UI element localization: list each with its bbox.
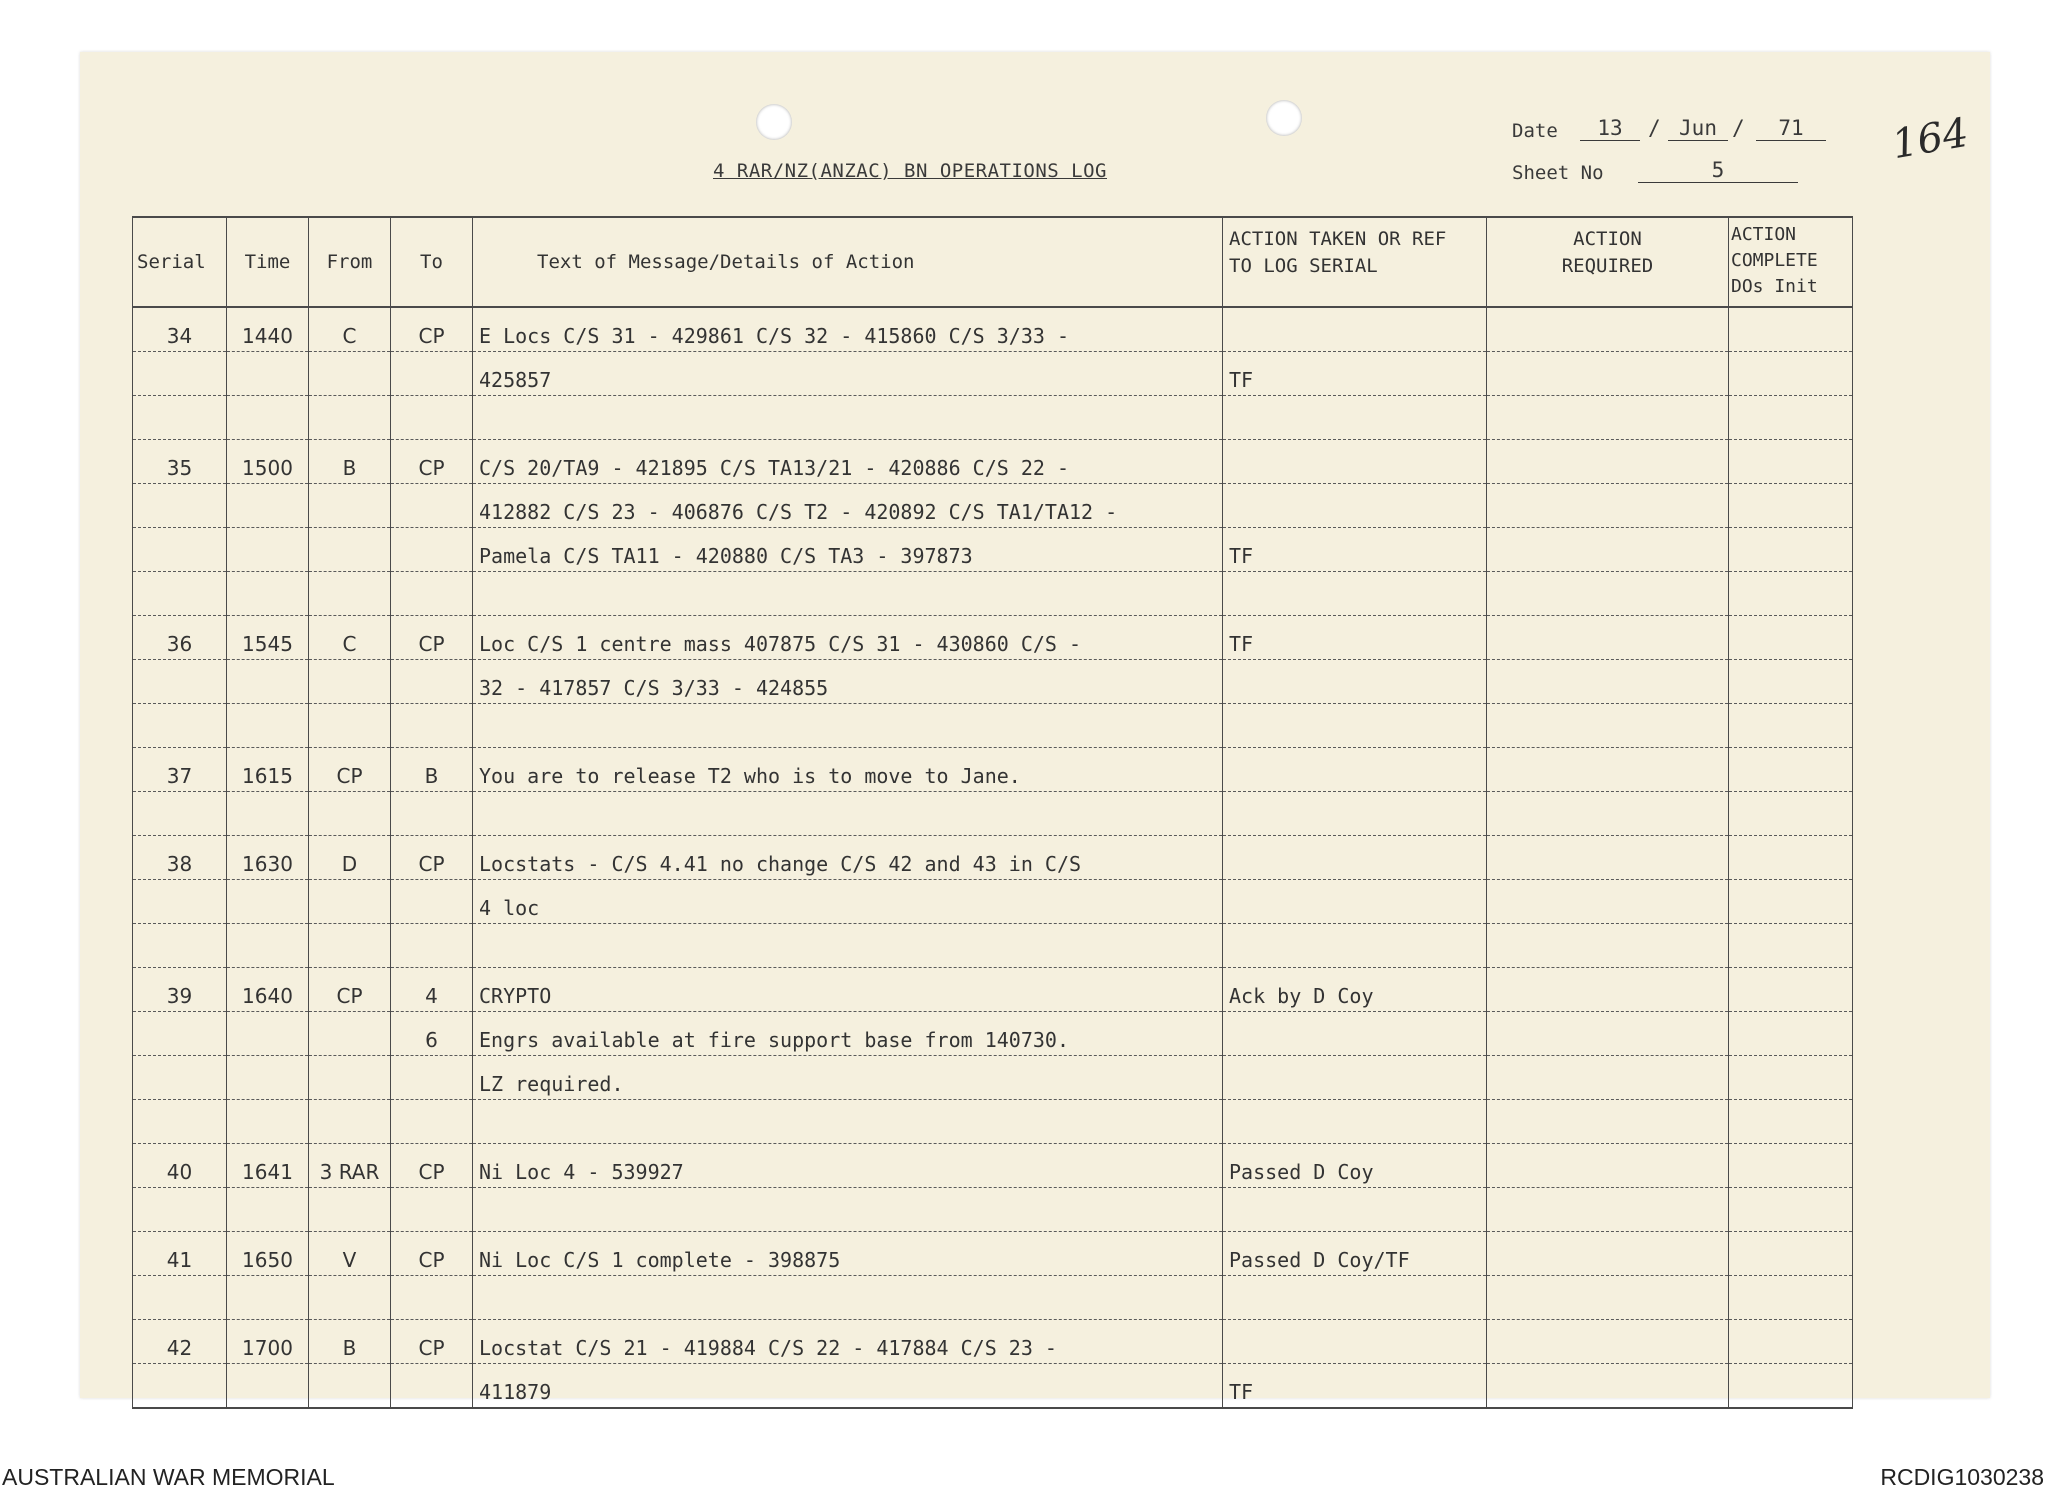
- cell-from: [309, 1276, 391, 1320]
- cell-to: B: [391, 748, 473, 792]
- cell-to: [391, 1100, 473, 1144]
- cell-message-text: E Locs C/S 31 - 429861 C/S 32 - 415860 C/S 3/33 -: [473, 307, 1223, 352]
- cell-action-complete: [1729, 528, 1853, 572]
- table-row: [133, 924, 1853, 968]
- cell-serial: [133, 1012, 227, 1056]
- cell-action-complete: [1729, 484, 1853, 528]
- cell-action-required: [1487, 1320, 1729, 1364]
- column-header-serial: Serial: [133, 217, 227, 307]
- cell-time: [227, 1276, 309, 1320]
- table-row: [133, 1144, 1853, 1188]
- cell-from: [309, 528, 391, 572]
- cell-action-required: [1487, 572, 1729, 616]
- cell-from: B: [309, 440, 391, 484]
- cell-action-required: [1487, 880, 1729, 924]
- cell-to: [391, 880, 473, 924]
- cell-action-complete: [1729, 1056, 1853, 1100]
- cell-action-taken: [1223, 440, 1487, 484]
- cell-serial: [133, 528, 227, 572]
- cell-message-text: 425857: [473, 352, 1223, 396]
- punch-hole-left: [756, 104, 792, 140]
- cell-from: 3 RAR: [309, 1144, 391, 1188]
- cell-message-text: Locstat C/S 21 - 419884 C/S 22 - 417884 C/S 23 -: [473, 1320, 1223, 1364]
- cell-action-required: [1487, 1232, 1729, 1276]
- column-header-time: Time: [227, 217, 309, 307]
- cell-time: [227, 484, 309, 528]
- cell-message-text: Pamela C/S TA11 - 420880 C/S TA3 - 397873: [473, 528, 1223, 572]
- cell-to: [391, 572, 473, 616]
- cell-action-complete: [1729, 704, 1853, 748]
- cell-serial: [133, 572, 227, 616]
- cell-from: B: [309, 1320, 391, 1364]
- cell-action-complete: [1729, 748, 1853, 792]
- cell-to: 4: [391, 968, 473, 1012]
- cell-serial: [133, 880, 227, 924]
- punch-hole-right: [1266, 100, 1302, 136]
- column-header-to: To: [391, 217, 473, 307]
- cell-time: 1615: [227, 748, 309, 792]
- cell-to: [391, 1188, 473, 1232]
- cell-message-text: LZ required.: [473, 1056, 1223, 1100]
- cell-from: CP: [309, 968, 391, 1012]
- cell-time: [227, 704, 309, 748]
- cell-action-required: [1487, 748, 1729, 792]
- cell-serial: [133, 484, 227, 528]
- cell-action-required: [1487, 528, 1729, 572]
- cell-from: [309, 572, 391, 616]
- cell-message-text: C/S 20/TA9 - 421895 C/S TA13/21 - 420886 C/S 22 -: [473, 440, 1223, 484]
- cell-to: [391, 1364, 473, 1409]
- cell-action-complete: [1729, 968, 1853, 1012]
- log-entries: [133, 307, 1853, 1408]
- cell-message-text: [473, 1188, 1223, 1232]
- cell-to: CP: [391, 307, 473, 352]
- cell-message-text: [473, 1276, 1223, 1320]
- cell-action-complete: [1729, 836, 1853, 880]
- cell-message-text: [473, 924, 1223, 968]
- cell-serial: 41: [133, 1232, 227, 1276]
- cell-action-taken: [1223, 1056, 1487, 1100]
- cell-time: [227, 660, 309, 704]
- cell-time: 1641: [227, 1144, 309, 1188]
- cell-serial: [133, 1276, 227, 1320]
- cell-message-text: Engrs available at fire support base from 140730.: [473, 1012, 1223, 1056]
- cell-to: [391, 1056, 473, 1100]
- cell-action-required: [1487, 704, 1729, 748]
- cell-time: [227, 880, 309, 924]
- cell-to: [391, 528, 473, 572]
- table-row: [133, 1012, 1853, 1056]
- table-row: [133, 1100, 1853, 1144]
- cell-to: CP: [391, 836, 473, 880]
- cell-action-taken: Passed D Coy: [1223, 1144, 1487, 1188]
- cell-time: [227, 352, 309, 396]
- cell-from: [309, 792, 391, 836]
- table-row: [133, 352, 1853, 396]
- cell-action-taken: [1223, 1100, 1487, 1144]
- cell-from: C: [309, 616, 391, 660]
- cell-message-text: Ni Loc 4 - 539927: [473, 1144, 1223, 1188]
- footer-archive-id: RCDIG1030238: [1880, 1464, 2044, 1490]
- operations-log-table: [132, 216, 1853, 1409]
- cell-from: [309, 484, 391, 528]
- cell-time: 1700: [227, 1320, 309, 1364]
- cell-message-text: Ni Loc C/S 1 complete - 398875: [473, 1232, 1223, 1276]
- cell-message-text: Loc C/S 1 centre mass 407875 C/S 31 - 430860 C/S -: [473, 616, 1223, 660]
- table-row: [133, 1188, 1853, 1232]
- cell-from: V: [309, 1232, 391, 1276]
- cell-action-complete: [1729, 660, 1853, 704]
- cell-action-taken: [1223, 880, 1487, 924]
- cell-time: 1640: [227, 968, 309, 1012]
- cell-to: CP: [391, 1232, 473, 1276]
- cell-from: [309, 1364, 391, 1409]
- cell-to: [391, 352, 473, 396]
- cell-action-required: [1487, 307, 1729, 352]
- cell-action-taken: [1223, 1276, 1487, 1320]
- handwritten-page-number: 164: [1888, 109, 1972, 169]
- date-label: Date: [1512, 120, 1558, 142]
- cell-time: [227, 1056, 309, 1100]
- cell-to: [391, 1276, 473, 1320]
- date-year: 71: [1756, 116, 1826, 141]
- cell-serial: [133, 352, 227, 396]
- cell-message-text: You are to release T2 who is to move to Jane.: [473, 748, 1223, 792]
- cell-action-taken: [1223, 924, 1487, 968]
- cell-action-taken: [1223, 836, 1487, 880]
- cell-action-taken: [1223, 792, 1487, 836]
- cell-serial: 42: [133, 1320, 227, 1364]
- table-row: [133, 1232, 1853, 1276]
- cell-action-complete: [1729, 880, 1853, 924]
- column-header-from: From: [309, 217, 391, 307]
- cell-action-required: [1487, 792, 1729, 836]
- cell-time: 1650: [227, 1232, 309, 1276]
- date-separator: /: [1732, 116, 1745, 140]
- cell-action-required: [1487, 1100, 1729, 1144]
- table-row: [133, 440, 1853, 484]
- cell-action-taken: Passed D Coy/TF: [1223, 1232, 1487, 1276]
- cell-action-required: [1487, 396, 1729, 440]
- cell-serial: [133, 924, 227, 968]
- cell-time: [227, 528, 309, 572]
- cell-action-complete: [1729, 352, 1853, 396]
- column-header-action-required: ACTION REQUIRED: [1487, 217, 1729, 307]
- column-header-text: Text of Message/Details of Action: [473, 217, 1223, 307]
- cell-message-text: Locstats - C/S 4.41 no change C/S 42 and 43 in C/S: [473, 836, 1223, 880]
- table-row: [133, 968, 1853, 1012]
- cell-time: [227, 1188, 309, 1232]
- cell-time: [227, 1364, 309, 1409]
- cell-action-required: [1487, 1012, 1729, 1056]
- sheet-label: Sheet No: [1512, 162, 1604, 184]
- cell-message-text: [473, 1100, 1223, 1144]
- cell-time: [227, 924, 309, 968]
- date-month: Jun: [1668, 116, 1728, 141]
- cell-time: [227, 1012, 309, 1056]
- cell-message-text: 411879: [473, 1364, 1223, 1409]
- cell-action-required: [1487, 616, 1729, 660]
- cell-action-complete: [1729, 572, 1853, 616]
- cell-to: CP: [391, 440, 473, 484]
- table-row: [133, 396, 1853, 440]
- cell-time: [227, 572, 309, 616]
- cell-action-complete: [1729, 1100, 1853, 1144]
- table-row: [133, 307, 1853, 352]
- cell-action-complete: [1729, 924, 1853, 968]
- cell-message-text: CRYPTO: [473, 968, 1223, 1012]
- cell-serial: [133, 660, 227, 704]
- cell-serial: [133, 1188, 227, 1232]
- cell-action-complete: [1729, 1144, 1853, 1188]
- cell-time: 1440: [227, 307, 309, 352]
- column-header-action-complete: ACTION COMPLETE DOs Init: [1729, 217, 1853, 307]
- cell-serial: [133, 792, 227, 836]
- cell-action-taken: [1223, 1012, 1487, 1056]
- cell-from: [309, 1056, 391, 1100]
- cell-from: [309, 1012, 391, 1056]
- cell-action-required: [1487, 1276, 1729, 1320]
- cell-from: D: [309, 836, 391, 880]
- cell-action-required: [1487, 660, 1729, 704]
- table-row: [133, 616, 1853, 660]
- cell-from: [309, 396, 391, 440]
- table-row: [133, 1056, 1853, 1100]
- cell-action-required: [1487, 1056, 1729, 1100]
- log-title: 4 RAR/NZ(ANZAC) BN OPERATIONS LOG: [713, 160, 1107, 182]
- cell-action-complete: [1729, 396, 1853, 440]
- cell-action-taken: TF: [1223, 352, 1487, 396]
- table-row: [133, 528, 1853, 572]
- cell-action-complete: [1729, 440, 1853, 484]
- cell-time: [227, 792, 309, 836]
- cell-action-taken: [1223, 572, 1487, 616]
- cell-time: [227, 1100, 309, 1144]
- cell-serial: 39: [133, 968, 227, 1012]
- cell-action-required: [1487, 836, 1729, 880]
- cell-serial: [133, 1056, 227, 1100]
- cell-action-complete: [1729, 1276, 1853, 1320]
- column-header-action-taken: ACTION TAKEN OR REF TO LOG SERIAL: [1223, 217, 1487, 307]
- cell-action-complete: [1729, 1012, 1853, 1056]
- cell-from: [309, 924, 391, 968]
- table-row: [133, 748, 1853, 792]
- cell-action-taken: [1223, 748, 1487, 792]
- cell-action-taken: [1223, 396, 1487, 440]
- cell-to: [391, 484, 473, 528]
- cell-to: [391, 792, 473, 836]
- cell-action-taken: [1223, 660, 1487, 704]
- cell-from: [309, 880, 391, 924]
- cell-action-complete: [1729, 307, 1853, 352]
- date-day: 13: [1580, 116, 1640, 141]
- table-row: [133, 572, 1853, 616]
- cell-action-taken: TF: [1223, 616, 1487, 660]
- table-row: [133, 704, 1853, 748]
- cell-action-complete: [1729, 1188, 1853, 1232]
- cell-action-taken: [1223, 1320, 1487, 1364]
- cell-serial: 34: [133, 307, 227, 352]
- table-row: [133, 484, 1853, 528]
- cell-serial: 36: [133, 616, 227, 660]
- cell-from: [309, 704, 391, 748]
- cell-action-taken: Ack by D Coy: [1223, 968, 1487, 1012]
- cell-time: 1545: [227, 616, 309, 660]
- cell-action-complete: [1729, 1320, 1853, 1364]
- cell-action-required: [1487, 440, 1729, 484]
- cell-serial: 37: [133, 748, 227, 792]
- cell-action-taken: [1223, 1188, 1487, 1232]
- footer-archive-name: AUSTRALIAN WAR MEMORIAL: [2, 1464, 335, 1490]
- table-header-row: [133, 217, 1853, 307]
- cell-from: C: [309, 307, 391, 352]
- cell-action-taken: [1223, 307, 1487, 352]
- cell-message-text: [473, 792, 1223, 836]
- cell-to: 6: [391, 1012, 473, 1056]
- sheet-number: 5: [1638, 158, 1798, 183]
- table-row: [133, 1276, 1853, 1320]
- cell-from: [309, 660, 391, 704]
- cell-to: [391, 396, 473, 440]
- cell-serial: 40: [133, 1144, 227, 1188]
- cell-action-required: [1487, 924, 1729, 968]
- date-separator: /: [1648, 116, 1661, 140]
- cell-serial: [133, 1100, 227, 1144]
- cell-action-taken: [1223, 704, 1487, 748]
- cell-message-text: 32 - 417857 C/S 3/33 - 424855: [473, 660, 1223, 704]
- cell-action-taken: [1223, 484, 1487, 528]
- cell-action-required: [1487, 484, 1729, 528]
- cell-from: CP: [309, 748, 391, 792]
- cell-action-required: [1487, 352, 1729, 396]
- cell-to: [391, 924, 473, 968]
- cell-message-text: [473, 572, 1223, 616]
- cell-to: CP: [391, 1320, 473, 1364]
- cell-serial: 35: [133, 440, 227, 484]
- cell-from: [309, 352, 391, 396]
- cell-message-text: 412882 C/S 23 - 406876 C/S T2 - 420892 C/S TA1/TA12 -: [473, 484, 1223, 528]
- cell-time: 1630: [227, 836, 309, 880]
- cell-action-required: [1487, 1144, 1729, 1188]
- cell-action-complete: [1729, 616, 1853, 660]
- cell-to: [391, 704, 473, 748]
- cell-serial: 38: [133, 836, 227, 880]
- cell-action-complete: [1729, 1232, 1853, 1276]
- cell-to: CP: [391, 616, 473, 660]
- cell-message-text: [473, 396, 1223, 440]
- cell-from: [309, 1100, 391, 1144]
- table-row: [133, 880, 1853, 924]
- cell-action-taken: TF: [1223, 528, 1487, 572]
- cell-to: CP: [391, 1144, 473, 1188]
- cell-message-text: [473, 704, 1223, 748]
- cell-action-required: [1487, 1364, 1729, 1409]
- cell-action-taken: TF: [1223, 1364, 1487, 1409]
- cell-action-complete: [1729, 1364, 1853, 1409]
- cell-time: 1500: [227, 440, 309, 484]
- cell-from: [309, 1188, 391, 1232]
- cell-serial: [133, 1364, 227, 1409]
- table-row: [133, 1364, 1853, 1409]
- table-row: [133, 792, 1853, 836]
- cell-action-required: [1487, 1188, 1729, 1232]
- cell-to: [391, 660, 473, 704]
- table-row: [133, 1320, 1853, 1364]
- cell-action-required: [1487, 968, 1729, 1012]
- table-row: [133, 836, 1853, 880]
- cell-time: [227, 396, 309, 440]
- cell-serial: [133, 396, 227, 440]
- cell-action-complete: [1729, 792, 1853, 836]
- cell-message-text: 4 loc: [473, 880, 1223, 924]
- table-row: [133, 660, 1853, 704]
- cell-serial: [133, 704, 227, 748]
